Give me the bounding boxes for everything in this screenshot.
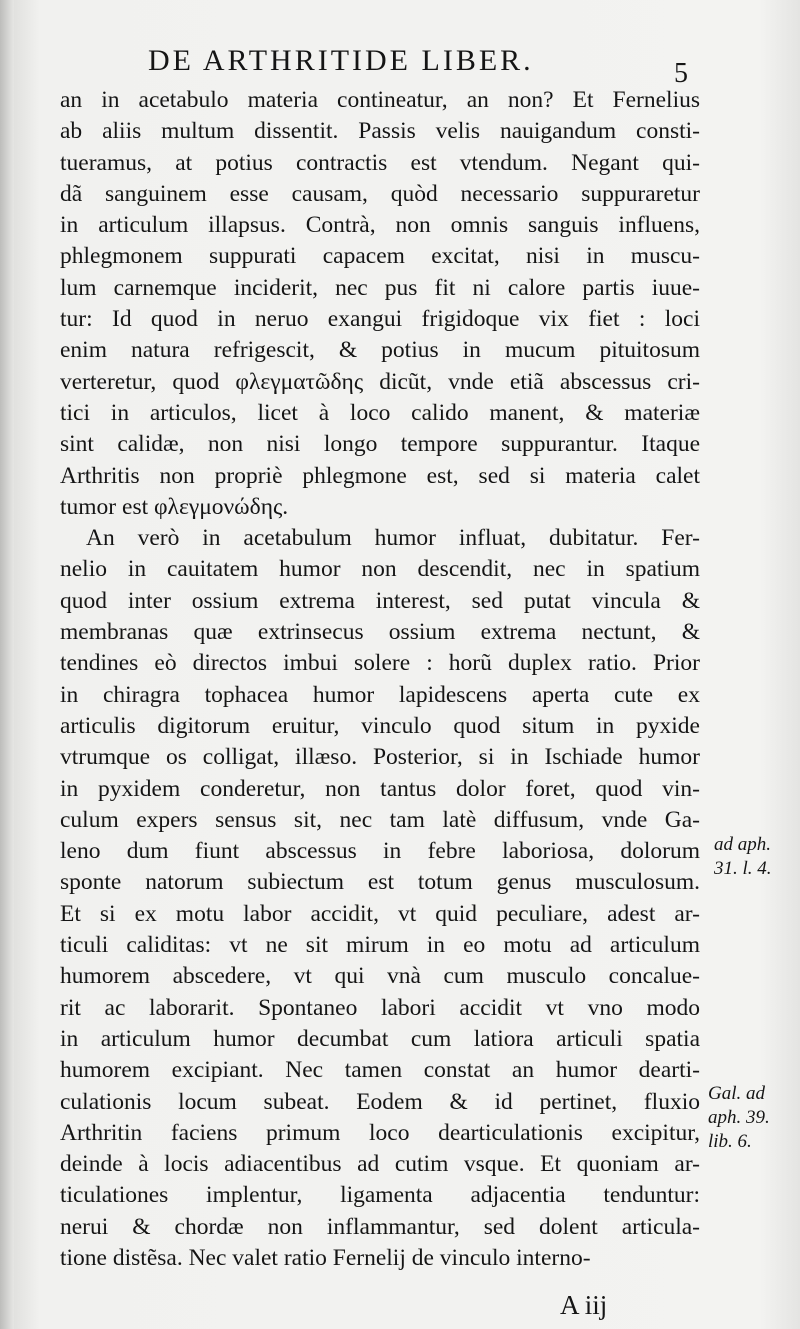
text-line: lum carnemque inciderit, nec pus fit ni calore partis iuue- [60,274,700,301]
text-line: sint calidæ, non nisi longo tempore suppurantur. Itaque [60,431,700,458]
text-line: culum expers sensus sit, nec tam latè diffusum, vnde Ga- [60,806,700,833]
text-line: nelio in cauitatem humor non descendit, nec in spatium [60,556,700,583]
text-line: ticulationes implentur, ligamenta adjacentia tenduntur: [60,1182,700,1209]
text-line: quod inter ossium extrema interest, sed putat vincula & [60,587,700,614]
margin-note-text: Gal. ad [708,1083,765,1104]
text-line: Arthritin faciens primum loco dearticulationis excipitur, [60,1119,700,1146]
text-line: tione distẽsa. Nec valet ratio Fernelij de vinculo interno- [60,1244,591,1271]
text-line: Arthritis non propriè phlegmone est, sed si materia calet [60,462,700,489]
margin-note-text: aph. 39. [708,1107,770,1128]
text-line: sponte natorum subiectum est totum genus musculosum. [60,869,700,896]
text-line: nerui & chordæ non inflammantur, sed dolent articula- [60,1213,700,1240]
text-line: leno dum fiunt abscessus in febre laboriosa, dolorum [60,838,700,865]
text-line: dã sanguinem esse causam, quòd necessario suppuraretur [60,180,700,207]
margin-note-text: lib. 6. [708,1131,752,1152]
text-line: verteretur, quod φλεγματῶδης dicũt, vnde etiã abscessus cri- [60,368,700,395]
text-line: tueramus, at potius contractis est vtendum. Negant qui- [60,149,700,176]
text-line: vtrumque os colligat, illæso. Posterior, si in Ischiade humor [60,744,700,771]
text-line: an in acetabulo materia contineatur, an non? Et Fernelius [60,87,700,113]
text-line: membranas quæ extrinsecus ossium extrema nectunt, & [60,619,700,646]
margin-note-text: ad aph. [714,834,771,855]
text-line: in pyxidem conderetur, non tantus dolor foret, quod vin- [60,775,700,802]
running-title: DE ARTHRITIDE LIBER. [148,44,534,77]
text-line: tur: Id quod in neruo exangui frigidoque vix fiet : loci [60,306,700,333]
text-line: phlegmonem suppurati capacem excitat, nisi in muscu- [60,243,700,270]
text-line: tendines eò directos imbui solere : horũ duplex ratio. Prior [60,650,700,677]
text-line: articulis digitorum eruitur, vinculo quod situm in pyxide [60,712,700,739]
text-line: humorem excipiant. Nec tamen constat an humor dearti- [60,1057,700,1084]
page-number: 5 [674,58,688,89]
margin-note-2 [708,1082,770,1154]
margin-note-text: 31. l. 4. [714,858,772,879]
text-line: tici in articulos, licet à loco calido manent, & materiæ [60,399,700,426]
catchword-signature: A iij [560,1290,608,1320]
text-line: culationis locum subeat. Eodem & id pertinet, fluxio [60,1088,700,1115]
text-line: humorem abscedere, vt qui vnà cum musculo concalue- [60,963,700,990]
margin-note-1 [714,833,772,881]
text-line: in articulum humor decumbat cum latiora articuli spatia [60,1025,700,1052]
paragraph-1 [60,85,700,523]
text-line: deinde à locis adiacentibus ad cutim vsque. Et quoniam ar- [60,1151,700,1178]
text-line: ab aliis multum dissentit. Passis velis nauigandum consti- [60,118,700,145]
paragraph-2 [60,523,700,1274]
page-gutter-shadow [0,0,14,1329]
text-line: in articulum illapsus. Contrà, non omnis sanguis influens, [60,212,700,239]
text-line: Et si ex motu labor accidit, vt quid peculiare, adest ar- [60,900,700,927]
text-line: enim natura refrigescit, & potius in mucum pituitosum [60,337,700,364]
text-line: An verò in acetabulum humor influat, dubitatur. Fer- [86,525,700,552]
text-line: rit ac laborarit. Spontaneo labori accidit vt vno modo [60,994,700,1021]
body-text [60,85,700,1274]
text-line: in chiragra tophacea humor lapidescens aperta cute ex [60,681,700,708]
text-line: tumor est φλεγμονώδης. [60,493,289,520]
text-line: ticuli caliditas: vt ne sit mirum in eo motu ad articulum [60,932,700,959]
